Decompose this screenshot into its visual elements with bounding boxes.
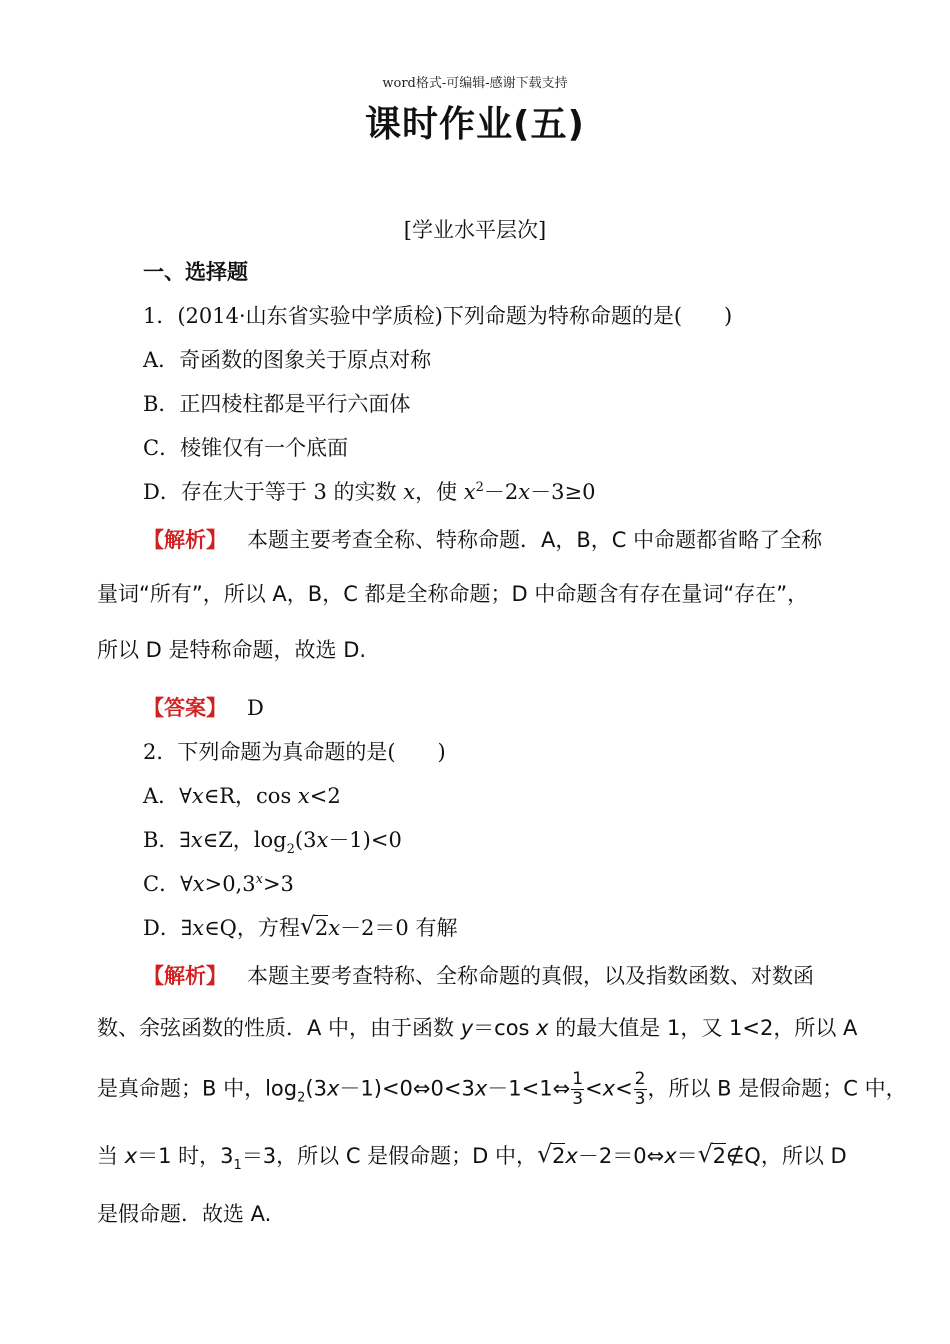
fraction: $\frac{1}{3}$	[572, 1069, 584, 1109]
page-title: 课时作业(五)	[365, 104, 585, 145]
q1-stem: 1．(2014·山东省实验中学质检)下列命题为特称命题的是( )	[143, 304, 733, 328]
q2-explanation-line-2: 数、余弦函数的性质．A 中，由于函数 y＝cos x 的最大值是 1，又 1<2，所以 A	[97, 1016, 858, 1040]
level-heading: [学业水平层次]	[403, 218, 547, 242]
q2-option-d: D．∃x∈Q，方程 √ 2x－2＝0 有解	[143, 912, 458, 940]
q1-option-a: A．奇函数的图象关于原点对称	[143, 348, 432, 372]
answer-tag: 【答案】	[143, 696, 227, 720]
sqrt-sign: √ 2	[299, 912, 329, 940]
q1-explanation-line-1: 【解析】 本题主要考查全称、特称命题．A，B，C 中命题都省略了全称	[143, 528, 823, 552]
q2-explanation-line-4: 当 x＝1 时，$3_1=3$，所以 C 是假命题；D 中， √ 2x－2＝0⇔x＝ √ 2∉Q，所以 D	[97, 1140, 847, 1173]
q2-option-a: A．∀x∈R，cos x<2	[143, 784, 341, 808]
section-heading: 一、选择题	[143, 260, 248, 284]
q1-explanation-line-3: 所以 D 是特称命题，故选 D.	[97, 638, 367, 662]
header-note: word格式-可编辑-感谢下载支持	[382, 76, 568, 91]
explanation-tag: 【解析】	[143, 964, 227, 988]
q1-option-d: D．存在大于等于 3 的实数 x，使 $x^2-2x-3\ge 0$	[143, 480, 596, 504]
sqrt-sign: √ 2	[697, 1140, 726, 1168]
q2-stem: 2．下列命题为真命题的是( )	[143, 740, 446, 764]
q1-option-b: B．正四棱柱都是平行六面体	[143, 392, 411, 416]
q2-option-b: B．∃x∈Z，$\log_2(3x-1)<0$	[143, 828, 402, 857]
q1-answer: 【答案】 D	[143, 696, 264, 720]
q2-option-c: C．$\forall x>0,3^x>3$	[143, 872, 294, 896]
explanation-tag: 【解析】	[143, 528, 227, 552]
fraction: $\frac{2}{3}$	[634, 1069, 646, 1109]
q2-explanation-line-1: 【解析】 本题主要考查特称、全称命题的真假，以及指数函数、对数函	[143, 964, 815, 988]
q1-explanation-line-2: 量词“所有”，所以 A，B，C 都是全称命题；D 中命题含有存在量词“存在”，	[97, 582, 809, 606]
sqrt-sign: √ 2	[537, 1140, 566, 1168]
q2-explanation-line-5: 是假命题．故选 A.	[97, 1202, 272, 1226]
q1-option-c: C．棱锥仅有一个底面	[143, 436, 349, 460]
q2-explanation-line-3: 是真命题；B 中，$\log_2(3x-1)<0\Leftrightarrow 0<3x-1<1\Leftrightarrow$ $\frac{1}{3}$ <x< $\frac{2}{3}$ ，所以 B 是假命题；C 中，	[97, 1069, 907, 1109]
